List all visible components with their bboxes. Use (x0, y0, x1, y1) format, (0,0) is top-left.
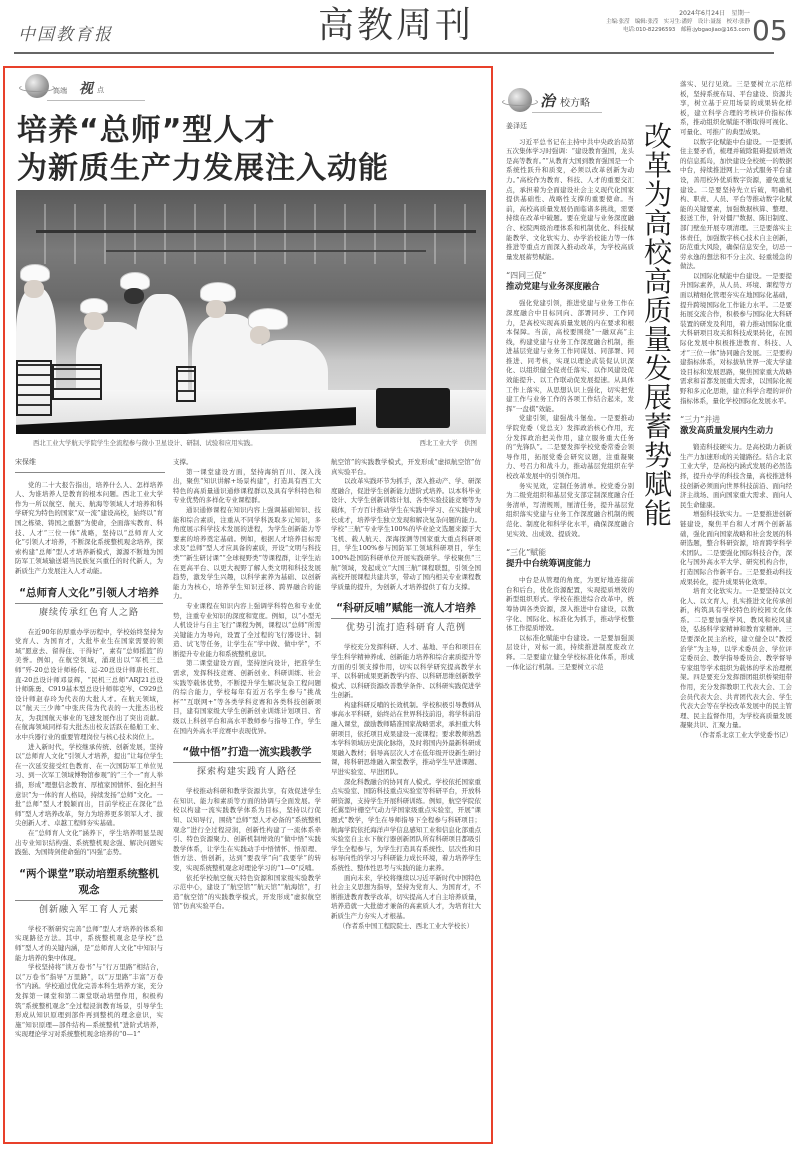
section-heading (506, 547, 634, 570)
photo-instrument (376, 388, 450, 428)
section-title: “做中悟”打造一流实践教学 (173, 744, 321, 763)
section-heading (331, 600, 481, 635)
body-paragraph: 培育文化软实力。一是要坚持以文化人、以文育人，扎实推进文化传承创新，构筑具有学校特色的校园文化体系。二是要加强学风、教风和校风建设，弘扬科学家精神和教育家精神。三是要深化民主治校，建立健全以“教授治学”为主导，以学术委员会、学位评定委员会、教学指导委员会、教学督导专家组等学术组织为载体的学术治理框架。四是要充分发挥群团组织桥梁纽带作用，充分发挥教职工代表大会、工会会员代表大会、共青团代表大会、学生代表大会等在学校改革发展中的民主管理、民主监督作用，为学校高质量发展凝聚共识、汇聚力量。 (680, 587, 792, 730)
masthead-meta (598, 10, 750, 34)
column-tag-rest: 校方略 (560, 98, 590, 109)
photo-face (124, 288, 144, 304)
photo-face (250, 326, 270, 344)
article-headline (17, 112, 389, 188)
photo-face (84, 312, 104, 330)
column-tag-gaoduan-shidian (17, 72, 137, 102)
contact-info: 电话:010-82296593 邮箱:jybgaojiao@163.com (623, 27, 750, 33)
column-tag-rule (532, 112, 602, 113)
article-column-2 (173, 458, 321, 912)
body-paragraph: 学校不断研究完善“总师”型人才培养的体系和实现路径方法。其中，系统整机观念是学校“总师”型人才的关键内涵，是“总师育人文化”中知识与能力培养的集中体现。 (15, 924, 163, 962)
body-paragraph: 学校坚持将“读万卷书”与“行万里路”相结合，以“万卷书”指导“万里路”，以“万里路”丰富“万卷书”内涵。学校通过优化完善本科生培养方案，充分发挥第一课堂和第二课堂联动培塑作用，积极构筑“系统整机观念”全过程浸润教育场景，引导学生形成从知识原理到部件再到整机的理念意识，实施“知识原理—部件结构—系统整机”进阶式培养，实现理论学习对系统整机观念培养的“0—1” (15, 963, 163, 1039)
section-kicker: “四同三促” (506, 271, 547, 281)
body-paragraph: 在“总师育人文化”涵养下，学生培养明显呈现出专业知识结构强、系统整机观念强、解决问题实践强、为国铸剑使命强的“四强”态势。 (15, 829, 163, 857)
column-tag-zhixiao-fanglue (504, 88, 624, 118)
section-heading (15, 585, 163, 620)
body-paragraph: 学校推动科研和教学资源共享，有效促进学生在知识、能力和素质等方面的协调与全面发展。学校以构建一流实践教学体系为目标，坚持以行促知、以知导行，围绕“总师”型人才必备的“系统整机观念”进行全过程浸润，创新性构建了一流体系牵引、特色资源聚力、创新机制增效的“做中悟”实践教学体系，让学生在实践动手中悟情怀、悟原理、悟方法、悟创新，达到“要我学”向“我要学”的转变，实现系统整机观念对理论学习的“1—0”反哺。 (173, 787, 321, 872)
photo-pipe (106, 250, 426, 252)
column-tag-big: 治 (540, 92, 556, 110)
body-paragraph: 增强科技软实力。一是要推进创新链建设，聚焦平台和人才两个创新基础，强化面向国家战略和社会发展的科研选题，整合科研资源，培育跨学科学术团队。二是要强化国际科技合作，深化与国外高水平大学、研究机构合作，打造国际合作新平台。三是要推动科技成果转化，提升成果转化效率。 (680, 510, 792, 586)
body-paragraph: 深化科教融合的协同育人模式。学校依托国家重点实验室、国防科技重点实验室等科研平台，开放科研资源，支持学生开展科研训练。例如，航空学院依托翼型叶栅空气动力学国家级重点实验室，开展“课题式”教学，学生在导师指导下全程参与科研项目；航海学院依托海洋声学信息感知工业和信息化部重点实验室自主水下航行器创新团队所有科研项目都吸引学生全程参与，为学生打造具有系统性、层次性和目标导向性的学习与科研能力成长环境，着力培养学生系统性、整体性思考与实践的能力素养。 (331, 777, 481, 872)
section-title: “总师育人文化”引领人才培养 (15, 585, 163, 604)
page-number: 05 (752, 14, 788, 47)
body-paragraph: 学校充分发挥科研、人才、基地、平台和项目在学生科学精神养成、创新能力培养和综合素质提升等方面的引领支撑作用，切实以科学研究提高教学水平、以科研成果更新教学内容、以科研思维创新教学模式、以科研资源改善教学条件、以科研实践促进学生创新。 (331, 643, 481, 700)
body-paragraph: 在近90年的厚重办学历程中，学校始终坚持为党育人、为国育才，大批毕业生在国家需要的领域“愿意去、留得住、干得好”，素有“总师摇篮”的美誉。例如，在航空领域，涌现出以“军机三总师”歼-20总设计师杨伟、运-20总设计师唐长红、直-20总设计师邓景辉，“民机三总师”ARJ21总设计师陈勇、C919基本型总设计师韩克岑、C929总设计师赵春玲为代表的大批人才。在航天领域，以“航天三少帅”中张庆伟为代表的一大批杰出校友，为我国航天事业的飞速发展作出了突出贡献。在航海领域同样有大批杰出校友活跃在船舶工业、水中兵器行业的重要管理岗位与核心技术岗位上。 (15, 627, 163, 742)
author-byline: 姜泽廷 (506, 122, 527, 130)
side-article-column-2 (680, 80, 792, 741)
section-title: 提升中台统筹调度能力 (506, 559, 592, 570)
author-note: （作者系北京工业大学党委书记） (696, 731, 792, 739)
photo-credit: 西北工业大学 供图 (419, 439, 477, 447)
masthead-rule (14, 52, 388, 54)
photo-satellite-frame (52, 364, 102, 400)
body-paragraph: 进入新时代，学校继承传统、创新发展，坚持以“总师育人文化”引领人才培养，提出“让每位学生在一次延安接受红色教育、在一次国防军工单位见习、到一次军工领域博物馆参观”的“三个一”育人举措，形成“理想信念教育、厚植家国情怀、强化担当意识”为一体的育人格局，持续发扬“总师”文化。一批“总师”型人才脱颖而出，目前学校正在深化“总师”型人才培养改革，努力为培养更多领军人才、拔尖创新人才、卓越工程师夯实基础。 (15, 742, 163, 828)
column-tag-big: 视 (79, 81, 93, 97)
section-title: “科研反哺”赋能一流人才培养 (331, 600, 481, 619)
section-kicker: “三力”并进 (680, 415, 721, 425)
column-tag-tail: 点 (97, 86, 104, 94)
section-heading (15, 866, 163, 917)
article-photo (16, 190, 486, 434)
body-paragraph: 面向未来，学校将继续以习近平新时代中国特色社会主义思想为指导，坚持为党育人、为国育才，不断推进教育教学改革，切实提高人才自主培养质量，培养造就一大批德才兼备的高素质人才，为培育壮大新质生产力夯实人才根基。 (331, 873, 481, 920)
body-paragraph: 锻造科技硬实力。是高校助力新质生产力加速形成的关键路径。结合北京工业大学，是高校内涵式发展的必然选择，提升办学的科技含量，高校推进科技创新必须面向世界科技前沿、面向经济主战场、面向国家重大需求、面向人民生命健康。 (680, 443, 792, 509)
section-subtitle: 优势引流打造科研育人范例 (345, 623, 466, 634)
article-column-3 (331, 458, 481, 931)
photo-caption: 西北工业大学航天学院学生全流程参与微小卫星设计、研制、试验和应用实践。 (33, 439, 257, 447)
body-paragraph: 强化党建引领，推进党建与业务工作在深度融合中目标同向、部署同步、工作同力，是高校实现高质量发展的内在要求和根本保障。当前，高校要围绕“一融双高”主线，构建党建与业务工作深度融合机制，推进基层党建与业务工作同谋划、同部署、同推进、同考核，实现以理论武装促认识深化、以组织健全促责任落实、以作风建设促效能提升、以工作联动促发展提速。从具体工作上落实，从思想认识上强化，切实把党建工作与业务工作的各项工作结合起来，发挥“一盘棋”效能。 (506, 299, 634, 413)
section-kicker: “三化”赋能 (506, 548, 547, 558)
section-title: 激发高质量发展内生动力 (680, 426, 774, 437)
main-article-highlighted[interactable] (3, 66, 493, 1144)
section-title: “两个课堂”联动培塑系统整机观念 (15, 866, 163, 901)
article-column-1 (15, 458, 163, 1040)
body-paragraph: 务实见效，定制任务清单。校党委分别为二级党组织和基层党支部定制深度融合任务清单，写清规则，厘清任务，提升基层党组织落实党建与业务工作深度融合机制的规范化、制度化和科学化水平，确保深度融合见实效、出成效、提质效。 (506, 481, 634, 538)
section-subtitle: 赓续传承红色育人之路 (38, 607, 139, 618)
body-paragraph: 中台是从管理的角度，为更好地连接前台和后台，优化资源配置，实现提质增效的新型组织形式。学校在推进综合改革中，统筹协调各类资源，深入推进中台建设，以数字化、国际化、标准化为抓手，推动学校整体工作提质增效。 (506, 576, 634, 633)
photo-ceiling-pipes (16, 204, 486, 264)
side-article-vertical-headline: 改革为高校高质量发展蓄势赋能 (643, 120, 672, 530)
issue-date: 2024年6月24日 星期一 (679, 10, 750, 17)
body-paragraph: 第一课堂建设方面，坚持海纳百川、深入浅出，聚焦“知识讲解+场景构建”，打造具有西工大特色的高质量通识通修课程群以及具有学科特色和专业优势的多样化专业课程群。 (173, 467, 321, 505)
body-paragraph: 党建引领，建强战斗堡垒。一是要推动学院党委（党总支）发挥政治核心作用，充分发挥政治把关作用，建立服务重大任务的“先锋队”。二是要发挥学校党委常委会领导作用，拓展党委会研究议题，注重凝聚力、号召力和战斗力，推动基层党组织在学校改革发展中的引领作用。 (506, 414, 634, 480)
body-paragraph: 以国际化赋能中台建设。一是要提升国际素养，从人员、环境、课程等方面以精细化管理夯实在地国际化基础，提升跨境国际化工作能力水平。二是要拓展交流合作，积极参与国际化大科研装置的研发及利用，着力推动国际化重大科研项目攻关和科技成果转化，在国际化发展中积极推进教育、科技、人才“三位一体”协同融合发展。三是要构建指标体系，对标拔轨世界一流大学建设目标和发展思路，聚焦国家重大战略需求和首都发展重大需求，以国际化视野和多元化思维，建立科学合理的评价指标体系，量化学校国际化发展水平。 (680, 271, 792, 405)
body-paragraph: 以数字化赋能中台建设。一是要抓住主要矛盾，梳理并破除阻碍提质增效的信息孤岛，加快建设全校统一的数据中台，持续推进网上一站式服务平台建设，善用校外优质数字资源，避免重复建设。二是要坚持先立后破，明确机构、职责、人员、平台等推动数字化赋能的关键要素，加强数据核算、整理、报送工作，针对僵尸数据、陈旧制度、部门壁垒开展专项清理。三是要落实主体责任，加强数字核心技术自主创新，防范重大风险，确保信息安全，切忌一劳永逸的想法和不分主次、轻重缓急的做法。 (680, 137, 792, 271)
intro-paragraph: 党的二十大报告指出，培养什么人、怎样培养人、为谁培养人是教育的根本问题。西北工业大学作为一所以航空、航天、航海等领域人才培养和科学研究为特色的国家“双一流”建设高校，始终以“育国之栋梁、铸国之重器”为使命，全面落实教育、科技、人才“三位一体”战略，坚持以“总师育人文化”引领人才培养，不断深化系统整机观念培养，探索构建“总师”型人才培养新模式，源源不断地为国防军工领域输送堪当民族复兴重任的时代新人，为新质生产力发展注入人才动能。 (15, 480, 163, 575)
body-paragraph: 以标准化赋能中台建设。一是要加强顶层设计，对标一流，持续推进制度废改立释。二是要建立健全学校标准化体系，形成一体化运行机制。三是要树立示范 (506, 633, 634, 671)
masthead (0, 0, 800, 56)
photo-satellite-frame (16, 360, 52, 416)
photo-cap (200, 282, 236, 302)
photo-face (206, 300, 226, 318)
section-heading (506, 270, 634, 293)
body-paragraph: 第二课堂建设方面，坚持逆向设计，把准学生需求，发挥科技竞赛、创新创业、科研训练、社会实践等载体优势，不断提升学生解决复杂工程问题的综合能力，学校每年有近万名学生参与“挑战杯”“互联网+”等各类学科竞赛和各类科技创新项目，建有国家级大学生创新创业训练计划项目、省级以上科创平台和高水平教师参与指导工作，学生在国内外高水平竞赛中表现优异。 (173, 659, 321, 735)
author-byline: 宋保维 (15, 458, 165, 473)
author-note: （作者系中国工程院院士、西北工业大学校长） (338, 921, 474, 930)
newspaper-logo: 中国教育报 (18, 25, 113, 45)
intro-paragraph: 习近平总书记在主持中共中央政治局第五次集体学习时强调：“建设教育强国，龙头是高等教育。”“从教育大国到教育强国是一个系统性跃升和质变，必须以改革创新为动力。”高校作为教育、科技、人才的重要交汇点，承担着为全面建设社会主义现代化国家提供基础性、战略性支撑的重要使命。当前，高校高质量发展仍面临诸多挑战，需要持续在改革中破题。要在党建与业务深度融合、校院两级治理体系和机制优化、科技赋能教学、文化软实力、办学治校能力等一体推进等重点方面深入推动改革，为学校高质量发展蓄势赋能。 (506, 137, 634, 261)
body-paragraph: 支撑。 (173, 458, 193, 466)
photo-satellite-frame (176, 366, 196, 402)
section-heading (680, 414, 792, 437)
body-paragraph: 构建科研反哺的长效机制。学校积极引导教师从事高水平科研，始终站在世界科技前沿，将学科前沿融入课堂，激励教师瞄准国家战略需求，承担重大科研项目，依托项目成果建设一流课程；要求教师熟悉本学科领域历史演化脉络，及时将国内外最新科研成果融入教材；倡导高层次人才在低年级开设新生研讨课，将科研思维融入课堂教学，推动学生早进课题、早进实验室、早进团队。 (331, 700, 481, 777)
body-paragraph: 专业课程在知识内容上强调学科特色和专业优势，注重专业知识的深度和宽度。例如，以“小型无人机设计与自主飞行”课程为例，课程以“总师”所需关键能力为导向，设置了全过程的飞行器设计、制造、试飞等任务，让学生在“学中做、做中学”，不断提升专业能力和系统整机意识。 (173, 601, 321, 658)
side-article-column-1 (506, 122, 634, 672)
section-heading (173, 744, 321, 779)
staff-credits: 主编:张滢 编辑:张滢 实习生:潘婷 设计:聂磊 校对:张静 (606, 19, 750, 25)
globe-ring-icon (19, 84, 55, 92)
headline-line-1: 培养“总师”型人才 (17, 113, 276, 148)
body-paragraph: 以改革实践环节为抓手，深入推动产、学、研深度融合，促进学生创新能力进阶式培养。以本科毕业设计、大学生创新训练计划、各类实验技能竞赛等为载体，千方百计推动学生在实践中学习、在实践中成长成才，培养学生独立发现和解决复杂问题的能力。学校“三航”专业学生100%的毕业论文选题来源于大飞机、载人航天、深海探测等国家重大重点科研项目，学生100%参与国防军工领域科研项目，学生100%赴国防科研单位开展实践研学。学校聚焦“三航”领域，发起成立“大国三航”课程联盟，引领全国高校开展课程共建共享，带动了国内相关专业课程教学质量的提升，为创新人才培养提供了有力支撑。 (331, 477, 481, 591)
column-tag-small: 高端 (53, 87, 67, 95)
globe-ring-icon (502, 98, 538, 106)
body-paragraph: 通识通修课程在知识内容上强调基础知识、技能和综合素质，注重从不同学科汲取多元知识，多角度展示科学技术发展的进程，为学生创新能力等要素的培养奠定基础。例如，根据人才培养目标需求及“总师”型人才应具备的素质，开设“文明与科技类”“新生研讨课”“全球视野类”等课程群，让学生站在更高平台、以更大视野了解人类文明和科技发展趋势，激发学生兴趣，以科学素养为基础、以创新能力为核心，培养学生知识迁移、跨界融合的能力。 (173, 505, 321, 601)
section-title: 推动党建与业务深度融合 (506, 282, 600, 293)
body-paragraph: 落实、见行见效。三是要树立示范样板，坚持系统布局、平台建设、资源共享，树立基于应用场景的成果转化样板，建立科学合理的考核评价指标体系，推动组织化赋能不断取得可视化、可量化、可推广的典型成果。 (680, 80, 792, 136)
masthead-rule (388, 52, 774, 54)
column-tag-rule (47, 100, 145, 101)
body-paragraph: 依托学校航空航天特色资源和国家级实验教学示范中心，建设了“航空馆”“航天馆”“航海馆”，打造“航空馆”的实践教学模式，开发形成“虚拟航空馆”仿真实验平台。 (173, 873, 321, 911)
body-paragraph: 航空馆”的实践教学模式，开发形成“虚拟航空馆”仿真实验平台。 (331, 458, 481, 476)
photo-face (24, 280, 44, 298)
section-subtitle: 创新融入军工育人元素 (38, 904, 139, 915)
section-title: 高教周刊 (318, 5, 475, 46)
headline-line-2: 为新质生产力发展注入动能 (17, 151, 389, 186)
section-subtitle: 探索构建实践育人路径 (196, 767, 297, 778)
photo-pipe (36, 230, 476, 233)
